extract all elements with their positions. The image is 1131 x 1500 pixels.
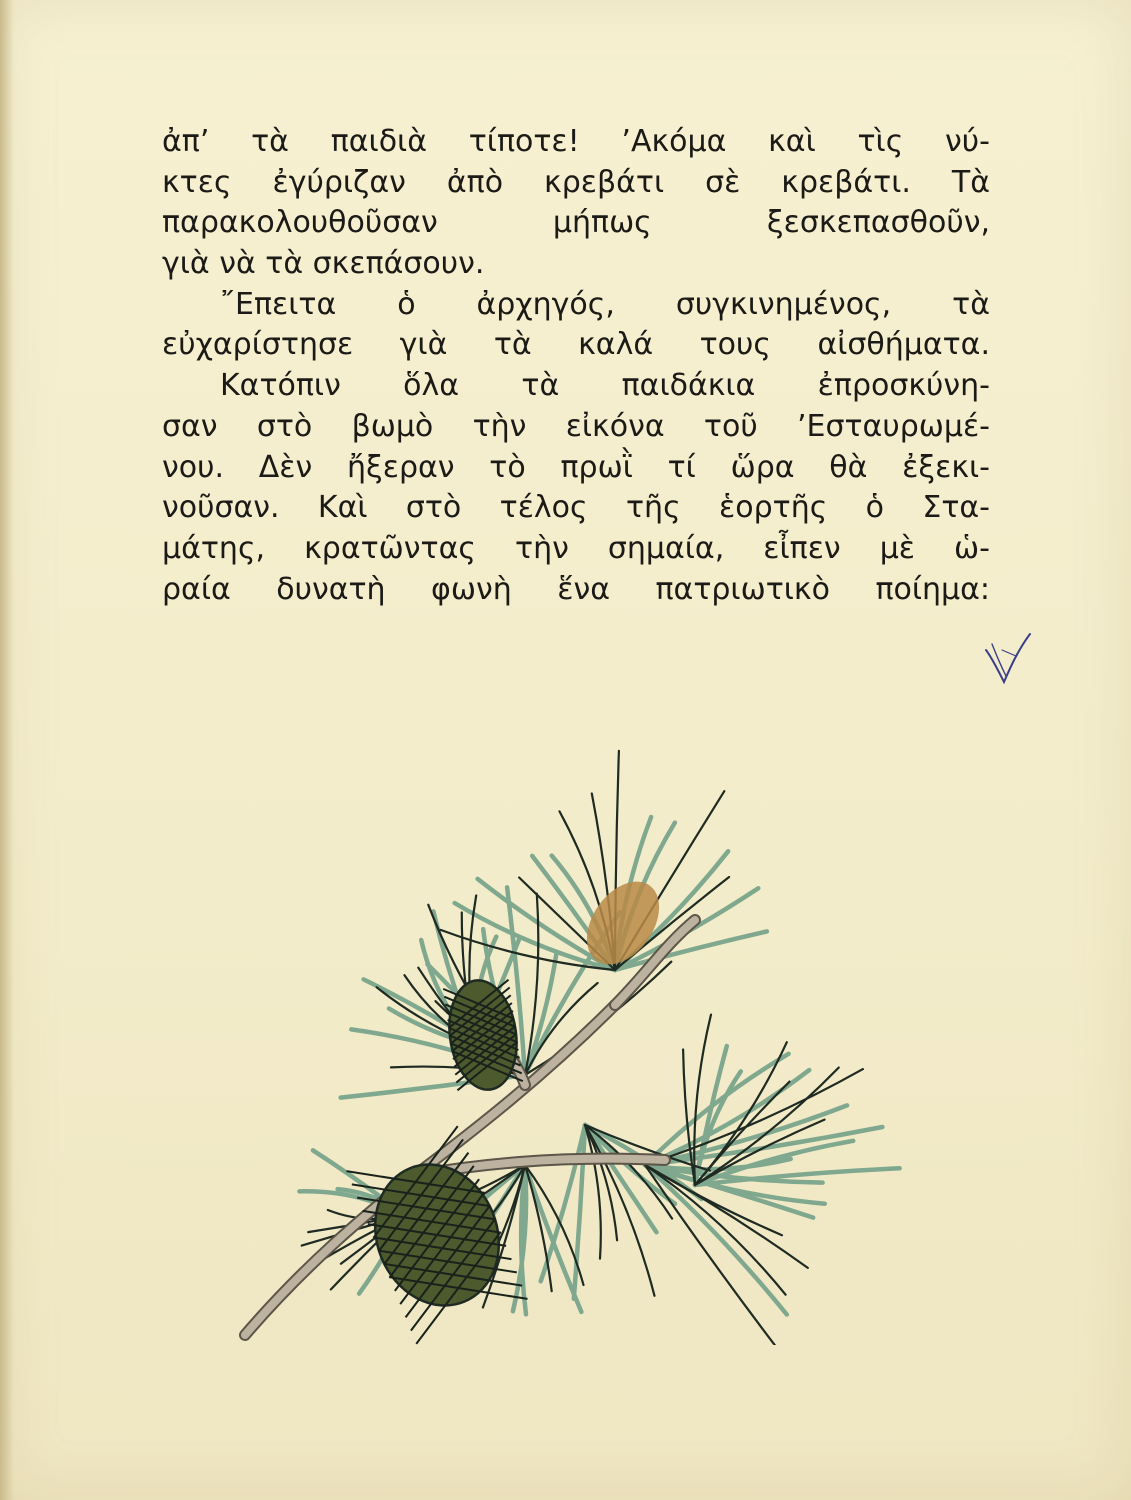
text-line: γιὰ νὰ τὰ σκεπάσουν.	[162, 246, 485, 282]
text-line: εὐχαρίστησε γιὰ τὰ καλά τους αἰσθήματα.	[162, 327, 990, 363]
pine-needle	[645, 1165, 781, 1345]
text-line: ῎Επειτα ὁ ἀρχηγός, συγκινημένος, τὰ	[220, 286, 990, 322]
page-edge-shadow	[0, 0, 14, 1500]
text-line: Κατόπιν ὅλα τὰ παιδάκια ἐπροσκύνη-	[220, 368, 990, 404]
pine-branch-illustration	[225, 745, 905, 1345]
text-line: κτες ἐγύριζαν ἀπὸ κρεβάτι σὲ κρεβάτι. Τὰ	[162, 164, 990, 200]
pencil-checkmark-icon	[982, 630, 1034, 688]
text-line: ραία δυνατὴ φωνὴ ἕνα πατριωτικὸ ποίημα:	[162, 571, 990, 607]
text-line: ἀπ’ τὰ παιδιὰ τίποτε! ’Ακόμα καὶ τὶς νύ-	[162, 124, 990, 159]
text-line: νοῦσαν. Καὶ στὸ τέλος τῆς ἑορτῆς ὁ Στα-	[162, 490, 990, 526]
text-line: σαν στὸ βωμὸ τὴν εἰκόνα τοῦ ’Εσταυρωμέ-	[162, 408, 990, 444]
body-text	[162, 122, 990, 610]
text-line: μάτης, κρατῶντας τὴν σημαία, εἶπεν μὲ ὡ-	[162, 530, 990, 566]
text-line: νου. Δὲν ἤξεραν τὸ πρωῒ τί ὥρα θὰ ἐξεκι-	[162, 449, 990, 485]
pine-cone-upper	[443, 976, 524, 1094]
text-line: παρακολουθοῦσαν μήπως ξεσκεπασθοῦν,	[162, 205, 990, 241]
